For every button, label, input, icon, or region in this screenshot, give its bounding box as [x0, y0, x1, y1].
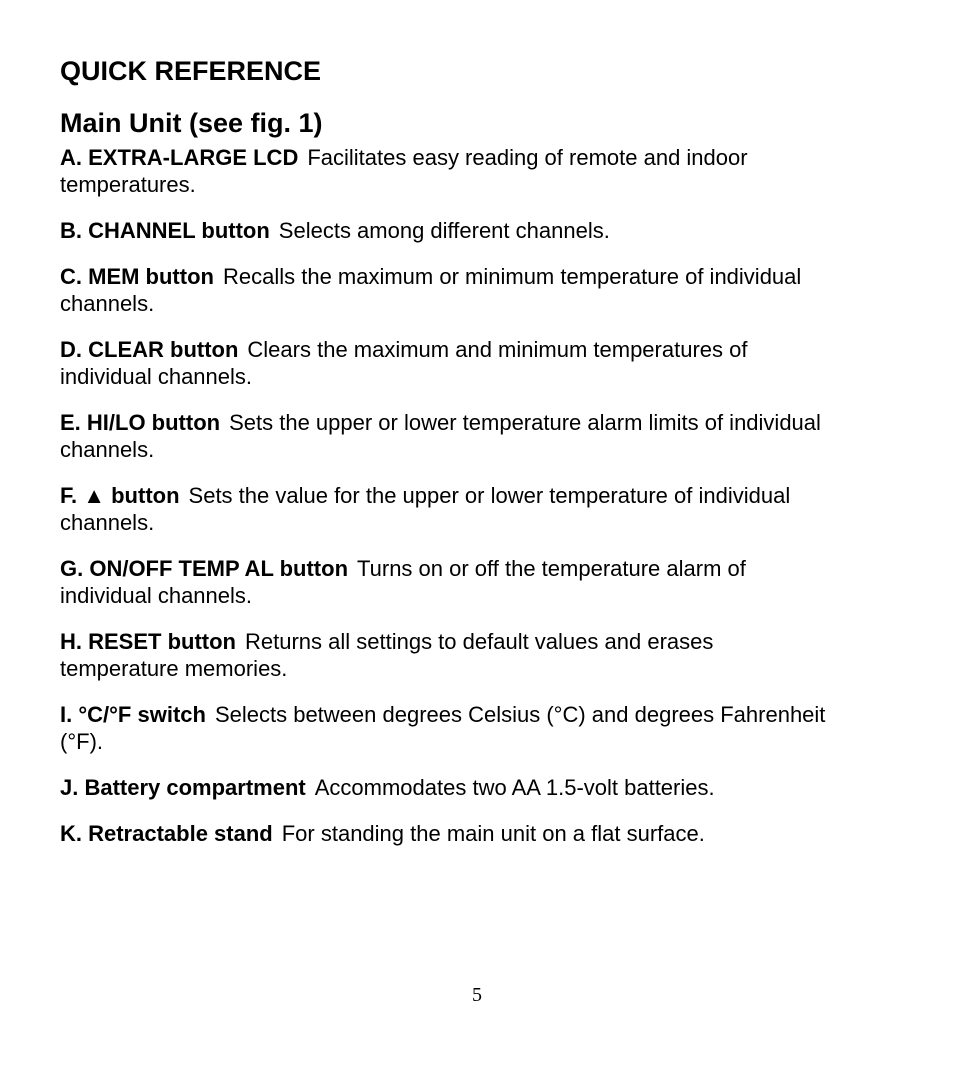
entry-term: G. ON/OFF TEMP AL button [60, 556, 349, 581]
entry-on-off-temp-al-button [60, 555, 830, 609]
entry-term: E. HI/LO button [60, 410, 221, 435]
entry-term: B. CHANNEL button [60, 218, 270, 243]
entry-description: Clears the maximum and minimum temperatures of individual channels. [60, 337, 748, 389]
entry-term: C. MEM button [60, 264, 214, 289]
entry-description: Returns all settings to default values and erases temperature memories. [60, 629, 714, 681]
section-title: QUICK REFERENCE [60, 56, 322, 86]
entry-term: I. °C/°F switch [60, 702, 206, 727]
entry-description: For standing the main unit on a flat surface. [281, 821, 705, 846]
entry-battery-compartment [60, 774, 830, 801]
entry-description: Sets the value for the upper or lower temperature of individual channels. [60, 483, 791, 535]
entry-term: H. RESET button [60, 629, 236, 654]
section-subtitle: Main Unit (see fig. 1) [60, 108, 323, 138]
entry-up-arrow-button [60, 482, 830, 536]
entry-description: Selects among different channels. [278, 218, 610, 243]
entry-description: Turns on or off the temperature alarm of individual channels. [60, 556, 746, 608]
entry-reset-button [60, 628, 830, 682]
entry-hi-lo-button [60, 409, 830, 463]
entry-term: F. ▲ button [60, 483, 180, 508]
entry-extra-large-lcd [60, 144, 830, 198]
entry-c-f-switch [60, 701, 830, 755]
entry-term: J. Battery compartment [60, 775, 306, 800]
entry-term: K. Retractable stand [60, 821, 273, 846]
entry-description: Accommodates two AA 1.5-volt batteries. [314, 775, 715, 800]
page-number: 5 [472, 984, 482, 1006]
entry-description: Recalls the maximum or minimum temperature of individual channels. [60, 264, 802, 316]
entry-mem-button [60, 263, 830, 317]
entry-clear-button [60, 336, 830, 390]
entry-description: Selects between degrees Celsius (°C) and degrees Fahrenheit (°F). [60, 702, 826, 754]
entry-channel-button [60, 217, 830, 244]
entry-term: D. CLEAR button [60, 337, 239, 362]
entry-description: Facilitates easy reading of remote and indoor temperatures. [60, 145, 748, 197]
entry-term: A. EXTRA-LARGE LCD [60, 145, 299, 170]
entry-retractable-stand [60, 820, 830, 847]
document-body [60, 55, 830, 866]
entry-description: Sets the upper or lower temperature alarm limits of individual channels. [60, 410, 821, 462]
